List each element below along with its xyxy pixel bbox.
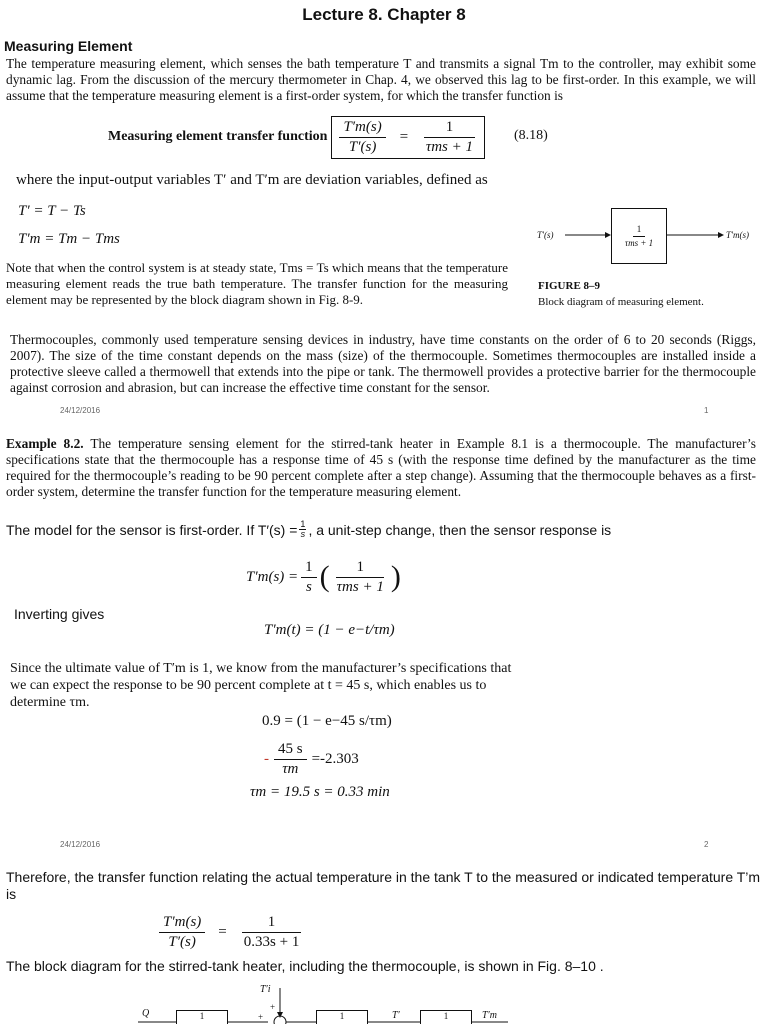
- deviation-eq-1: T′ = T − Ts: [18, 203, 86, 219]
- final-transfer-function: [156, 910, 306, 954]
- block-3-num: 1: [443, 1011, 449, 1021]
- inverting-equation: T′m(t) = (1 − e−t/τm): [264, 622, 395, 638]
- deviation-eq-2: T′m = Tm − Tms: [18, 231, 120, 247]
- equation-label: Measuring element transfer function: [108, 129, 328, 144]
- block-2: [316, 1010, 368, 1024]
- footer-date-1: 24/12/2016: [60, 406, 101, 415]
- rhs-denominator: τms + 1: [425, 138, 474, 155]
- tm-label: T′m: [482, 1010, 497, 1021]
- q-label: Q: [142, 1008, 150, 1019]
- equals-sign: =: [398, 128, 409, 145]
- right-paren: ): [390, 560, 401, 593]
- figure-8-9-diagram: [535, 204, 760, 264]
- block-3: [420, 1010, 472, 1024]
- final-lhs-denominator: T′(s): [168, 933, 196, 950]
- ultimate-paragraph: Since the ultimate value of T′m is 1, we know from the manufacturer’s specifications that we can expect the response to be 90 percent complete at t = 45 s, which enables us to determine τm.: [10, 661, 512, 710]
- response-frac-2-num: 1: [336, 559, 384, 578]
- equation-box: [331, 116, 485, 159]
- left-paren: (: [319, 560, 330, 593]
- solve-equation-3: τm = 19.5 s = 0.33 min: [250, 784, 390, 800]
- equation-number: (8.18): [514, 128, 548, 143]
- final-lhs-fraction: [159, 914, 205, 951]
- example-label: Example 8.2.: [6, 436, 84, 451]
- final-rhs-denominator: 0.33s + 1: [243, 933, 300, 950]
- response-frac-1-num: 1: [301, 559, 317, 578]
- figure-caption-title: FIGURE 8–9: [538, 280, 601, 292]
- final-lhs-numerator: T′m(s): [159, 914, 205, 933]
- block-2-num: 1: [339, 1011, 345, 1021]
- lhs-fraction: [339, 119, 385, 156]
- solve-minus: -: [264, 750, 269, 767]
- block-diagram-text: The block diagram for the stirred-tank heater, including the thermocouple, is shown in Fig. 8–10 .: [6, 958, 604, 974]
- model-fraction: [299, 520, 306, 539]
- figure-input-label: T′(s): [537, 230, 554, 240]
- steady-state-paragraph: Note that when the control system is at steady state, Tms = Ts which means that the temperature measuring element reads the true bath temperature. The transfer function for the measuring element may be represented by the block diagram shown in Fig. 8-9.: [6, 260, 508, 307]
- therefore-paragraph: Therefore, the transfer function relating the actual temperature in the tank T to the measured or indicated temperature T’m is: [6, 869, 761, 902]
- thermocouples-paragraph: Thermocouples, commonly used temperature sensing devices in industry, have time constants on the order of 6 to 20 seconds (Riggs, 2007). The size of the time constant depends on the mass (size) of the thermocouple. Sometimes thermocouples are installed inside a protective sleeve called a thermowell that extends into the pipe or tank. The thermowell provides a protective barrier for the thermocouple against corrosion and abrasion, but can increase the effective time constant for the sensor.: [10, 332, 756, 395]
- block-1: [176, 1010, 228, 1024]
- section-heading: Measuring Element: [4, 38, 133, 54]
- solve-rhs: =-2.303: [311, 750, 359, 767]
- solve-equation-1: 0.9 = (1 − e−45 s/τm): [262, 713, 392, 729]
- solve-numerator: 45 s: [274, 741, 307, 760]
- plus-sign-1: +: [270, 1002, 276, 1012]
- solve-equation-2: [264, 738, 359, 780]
- block-denominator: τms + 1: [624, 237, 654, 248]
- figure-caption-text: Block diagram of measuring element.: [538, 296, 704, 308]
- example-text: The temperature sensing element for the stirred-tank heater in Example 8.1 is a thermocouple. The manufacturer’s specifications state that the thermocouple has a response time of 45 s (with the response time defined by the manufacturer as the time required for the thermocouple’s reading to be 90 percent complete after a step change). Assuming that the thermocouple behaves as a first-order system, determine the transfer function for the temperature measuring element.: [6, 436, 756, 499]
- lhs-denominator: T′(s): [348, 138, 377, 155]
- intro-paragraph: The temperature measuring element, which senses the bath temperature T and transmits a signal Tm to the controller, may exhibit some dynamic lag. From the discussion of the mercury thermometer in Chap. 4, we observed this lag to be first-order. In this example, we will assume that the temperature measuring element is a first-order system, for which the transfer function is: [6, 56, 756, 103]
- response-frac-2: [333, 559, 388, 596]
- model-text-after: , a unit-step change, then the sensor response is: [308, 521, 612, 538]
- response-lhs: T′m(s) =: [246, 568, 299, 585]
- page-title: Lecture 8. Chapter 8: [302, 5, 466, 24]
- response-frac-2-den: τms + 1: [336, 578, 384, 595]
- block-fraction: [621, 224, 657, 249]
- example-paragraph: [6, 436, 756, 500]
- t-label: T′: [392, 1010, 400, 1021]
- final-rhs-numerator: 1: [242, 914, 302, 933]
- rhs-fraction: [422, 119, 477, 156]
- inverting-text: Inverting gives: [14, 606, 105, 622]
- block-1-num: 1: [199, 1011, 205, 1021]
- response-frac-1-den: s: [305, 578, 312, 595]
- footer-date-2: 24/12/2016: [60, 840, 101, 849]
- final-equals: =: [218, 923, 227, 940]
- footer-page-2: 2: [704, 840, 709, 849]
- ti-label: T′i: [260, 984, 271, 995]
- figure-output-label: T′m(s): [726, 230, 749, 240]
- lhs-numerator: T′m(s): [339, 119, 385, 138]
- equation-8-18: [108, 113, 485, 161]
- plus-sign-2: +: [258, 1012, 264, 1022]
- deviation-text: where the input-output variables T′ and T′m are deviation variables, defined as: [16, 172, 488, 188]
- block-diagram-fig-8-10: [130, 982, 510, 1024]
- model-sentence: [6, 520, 611, 539]
- response-equation: [246, 555, 401, 599]
- model-fraction-den: s: [300, 529, 306, 539]
- block-numerator: 1: [633, 224, 646, 237]
- model-text-before: The model for the sensor is first-order. If T′(s) =: [6, 521, 298, 538]
- solve-fraction: [274, 741, 307, 778]
- figure-block: [611, 208, 667, 264]
- model-fraction-num: 1: [300, 519, 306, 529]
- solve-denominator: τm: [282, 760, 299, 777]
- footer-page-1: 1: [704, 406, 709, 415]
- response-frac-1: [301, 559, 317, 596]
- rhs-numerator: 1: [424, 119, 476, 138]
- final-rhs-fraction: [240, 914, 304, 951]
